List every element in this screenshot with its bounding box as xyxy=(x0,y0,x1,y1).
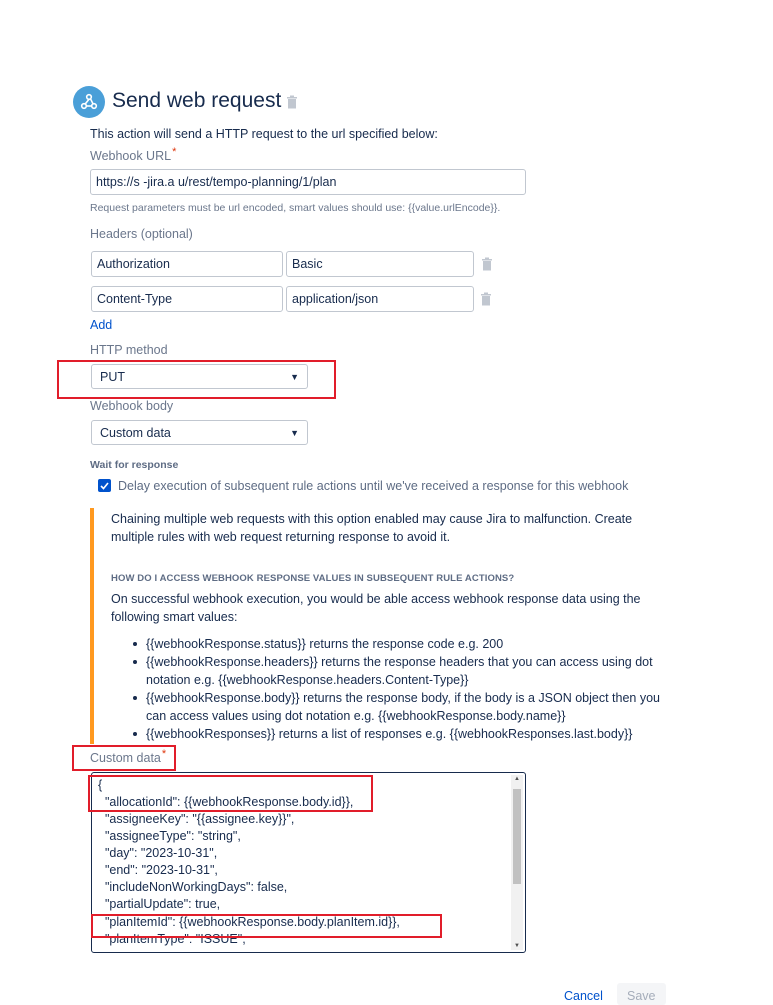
http-method-value: PUT xyxy=(100,369,125,384)
custom-data-textarea[interactable] xyxy=(91,772,526,953)
scroll-down-icon[interactable]: ▼ xyxy=(514,943,520,949)
trash-icon xyxy=(481,257,493,271)
webhook-body-select[interactable] xyxy=(91,420,308,445)
headers-label: Headers (optional) xyxy=(90,227,193,241)
check-icon xyxy=(100,482,109,490)
bullet-icon xyxy=(133,732,137,736)
webhook-url-value: https://s -jira.a u/rest/tempo-planning/1/plan xyxy=(96,175,337,189)
wait-for-response-checkbox[interactable] xyxy=(98,479,111,492)
chevron-down-icon: ▼ xyxy=(290,371,299,382)
list-item: {{webhookResponse.status}} returns the response code e.g. 200 xyxy=(133,635,673,653)
list-item: {{webhookResponse.headers}} returns the response headers that you can access using dot notation e.g. {{webhookResponse.headers.Content-Type}} xyxy=(133,653,673,689)
wait-for-response-label: Wait for response xyxy=(90,459,179,471)
http-method-select[interactable] xyxy=(91,364,308,389)
webhook-body-label: Webhook body xyxy=(90,399,174,413)
save-button[interactable]: Save xyxy=(617,983,666,1005)
required-marker: * xyxy=(172,146,177,158)
info-intro: On successful webhook execution, you would be able access webhook response data using the following smart values: xyxy=(111,592,641,624)
trash-icon xyxy=(480,292,492,306)
bullet-icon xyxy=(133,696,137,700)
wait-for-response-checkbox-label[interactable]: Delay execution of subsequent rule actions until we've received a response for this webhook xyxy=(118,479,629,493)
remove-header-button[interactable] xyxy=(480,292,492,311)
page-title: Send web request xyxy=(112,89,282,112)
info-heading: HOW DO I ACCESS WEBHOOK RESPONSE VALUES IN SUBSEQUENT RULE ACTIONS? xyxy=(111,573,515,584)
code-line: "planItemId": {{webhookResponse.body.planItem.id}}, xyxy=(98,915,400,929)
warning-text: Chaining multiple web requests with this option enabled may cause Jira to malfunction. Create multiple rules with web request returning response to avoid it. xyxy=(111,512,633,544)
header-value-input[interactable]: Basic xyxy=(286,251,474,277)
smart-values-list xyxy=(133,635,673,743)
scroll-thumb[interactable] xyxy=(513,789,521,884)
webhook-url-label: Webhook URL* xyxy=(90,146,177,163)
code-line: "assigneeType": "string", xyxy=(98,829,241,843)
textarea-scrollbar[interactable] xyxy=(511,775,523,950)
code-line: "includeNonWorkingDays": false, xyxy=(98,880,288,894)
list-item: {{webhookResponse.body}} returns the response body, if the body is a JSON object then you can access values using dot notation e.g. {{webhookResponse.body.name}} xyxy=(133,689,673,725)
webhook-body-value: Custom data xyxy=(100,425,171,440)
webhook-icon xyxy=(73,86,105,118)
warning-bar xyxy=(90,508,94,744)
webhook-url-input[interactable] xyxy=(90,169,526,195)
code-line: "planItemType": "ISSUE", xyxy=(98,932,246,946)
scroll-up-icon[interactable]: ▲ xyxy=(514,776,520,782)
add-header-link[interactable]: Add xyxy=(90,318,113,332)
header-name-input[interactable]: Authorization xyxy=(91,251,283,277)
code-line: "assigneeKey": "{{assignee.key}}", xyxy=(98,812,295,826)
code-line: { xyxy=(98,778,103,792)
webhook-url-hint: Request parameters must be url encoded, smart values should use: {{value.urlEncode}}. xyxy=(90,202,501,214)
custom-data-label: Custom data* xyxy=(90,748,167,765)
header-value-input[interactable]: application/json xyxy=(286,286,474,312)
code-line: "partialUpdate": true, xyxy=(98,897,221,911)
http-method-label: HTTP method xyxy=(90,343,168,357)
header-name-input[interactable]: Content-Type xyxy=(91,286,283,312)
action-description: This action will send a HTTP request to the url specified below: xyxy=(90,127,438,141)
cancel-button[interactable]: Cancel xyxy=(564,989,603,1003)
remove-header-button[interactable] xyxy=(481,257,493,276)
trash-icon xyxy=(286,95,298,109)
required-marker: * xyxy=(161,748,167,760)
delete-action-button[interactable] xyxy=(286,95,298,114)
list-item: {{webhookResponses}} returns a list of responses e.g. {{webhookResponses.last.body}} xyxy=(133,725,673,743)
bullet-icon xyxy=(133,642,137,646)
code-line: "day": "2023-10-31", xyxy=(98,846,218,860)
code-line: "allocationId": {{webhookResponse.body.id}}, xyxy=(98,795,354,809)
code-line: "end": "2023-10-31", xyxy=(98,863,218,877)
bullet-icon xyxy=(133,660,137,664)
chevron-down-icon: ▼ xyxy=(290,427,299,438)
